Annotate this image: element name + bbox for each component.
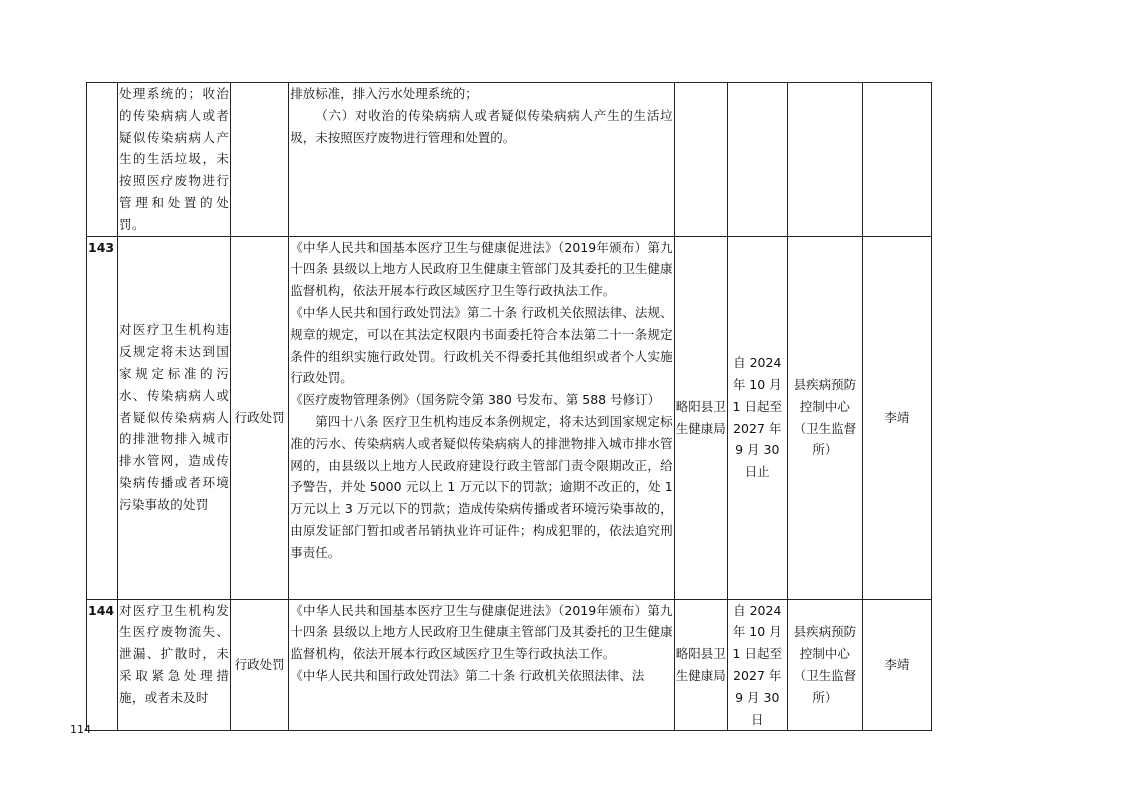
person xyxy=(862,83,931,237)
basis-paragraph: （六）对收治的传染病病人或者疑似传染病病人产生的生活垃圾，未按照医疗废物进行管理和处置的。 xyxy=(290,107,673,145)
powers-table xyxy=(86,82,932,731)
person: 李靖 xyxy=(862,599,931,731)
table-row xyxy=(87,236,932,599)
period xyxy=(727,83,787,237)
legal-basis xyxy=(289,83,674,237)
basis-paragraph: 第四十八条 医疗卫生机构违反本条例规定，将未达到国家规定标准的污水、传染病病人或者疑似传染病病人的排泄物排入城市排水管网的，由县级以上地方人民政府建设行政主管部门责令限期改正，给予警告，并处 5000 元以上 1 万元以下的罚款；逾期不改正的，处 1 万元以上 3 万元以下的罚款；造成传染病传播或者环境污染事故的，由原发证部门暂扣或者吊销执业许可证件；构成犯罪的，依法追究刑事责任。 xyxy=(290,413,673,560)
department: 略阳县卫生健康局 xyxy=(674,599,727,731)
item-name: 对医疗卫生机构发生医疗废物流失、泄漏、扩散时，未采取紧急处理措施，或者未及时 xyxy=(118,599,231,731)
agency xyxy=(787,83,862,237)
department: 略阳县卫生健康局 xyxy=(674,236,727,599)
item-name: 处理系统的；收治的传染病病人或者疑似传染病病人产生的生活垃圾，未按照医疗废物进行管理和处置的处罚。 xyxy=(118,83,231,237)
period: 自 2024 年 10 月 1 日起至 2027 年 9 月 30 日 xyxy=(727,599,787,731)
agency: 县疾病预防控制中心（卫生监督所） xyxy=(787,236,862,599)
basis-paragraph: 排放标准，排入污水处理系统的； xyxy=(290,86,478,101)
row-number xyxy=(87,83,118,237)
agency: 县疾病预防控制中心（卫生监督所） xyxy=(787,599,862,731)
period: 自 2024 年 10 月 1 日起至 2027 年 9 月 30 日止 xyxy=(727,236,787,599)
department xyxy=(674,83,727,237)
item-type: 行政处罚 xyxy=(231,599,289,731)
item-name: 对医疗卫生机构违反规定将未达到国家规定标准的污水、传染病病人或者疑似传染病病人的排泄物排入城市排水管网，造成传染病传播或者环境污染事故的处罚 xyxy=(118,236,231,599)
basis-paragraph: 《中华人民共和国行政处罚法》第二十条 行政机关依照法律、法 xyxy=(290,667,645,683)
table-row xyxy=(87,599,932,731)
basis-paragraph: 《中华人民共和国行政处罚法》第二十条 行政机关依照法律、法规、规章的规定，可以在其法定权限内书面委托符合本法第二十一条规定条件的组织实施行政处罚。行政机关不得委托其他组织或者个人实施行政处罚。 xyxy=(290,304,673,386)
legal-basis xyxy=(289,599,674,731)
page-number: 114 xyxy=(70,723,91,736)
person: 李靖 xyxy=(862,236,931,599)
basis-paragraph: 《医疗废物管理条例》（国务院令第 380 号发布、第 588 号修订） xyxy=(290,392,661,408)
row-number: 144 xyxy=(87,599,118,731)
table-row xyxy=(87,83,932,237)
basis-paragraph: 《中华人民共和国基本医疗卫生与健康促进法》（2019年颁布）第九十四条 县级以上地方人民政府卫生健康主管部门及其委托的卫生健康监督机构，依法开展本行政区域医疗卫生等行政执法工作。 xyxy=(290,239,673,299)
row-number: 143 xyxy=(87,236,118,599)
item-type xyxy=(231,83,289,237)
legal-basis xyxy=(289,236,674,599)
basis-paragraph: 《中华人民共和国基本医疗卫生与健康促进法》（2019年颁布）第九十四条 县级以上地方人民政府卫生健康主管部门及其委托的卫生健康监督机构，依法开展本行政区域医疗卫生等行政执法工作。 xyxy=(290,602,673,662)
item-type: 行政处罚 xyxy=(231,236,289,599)
